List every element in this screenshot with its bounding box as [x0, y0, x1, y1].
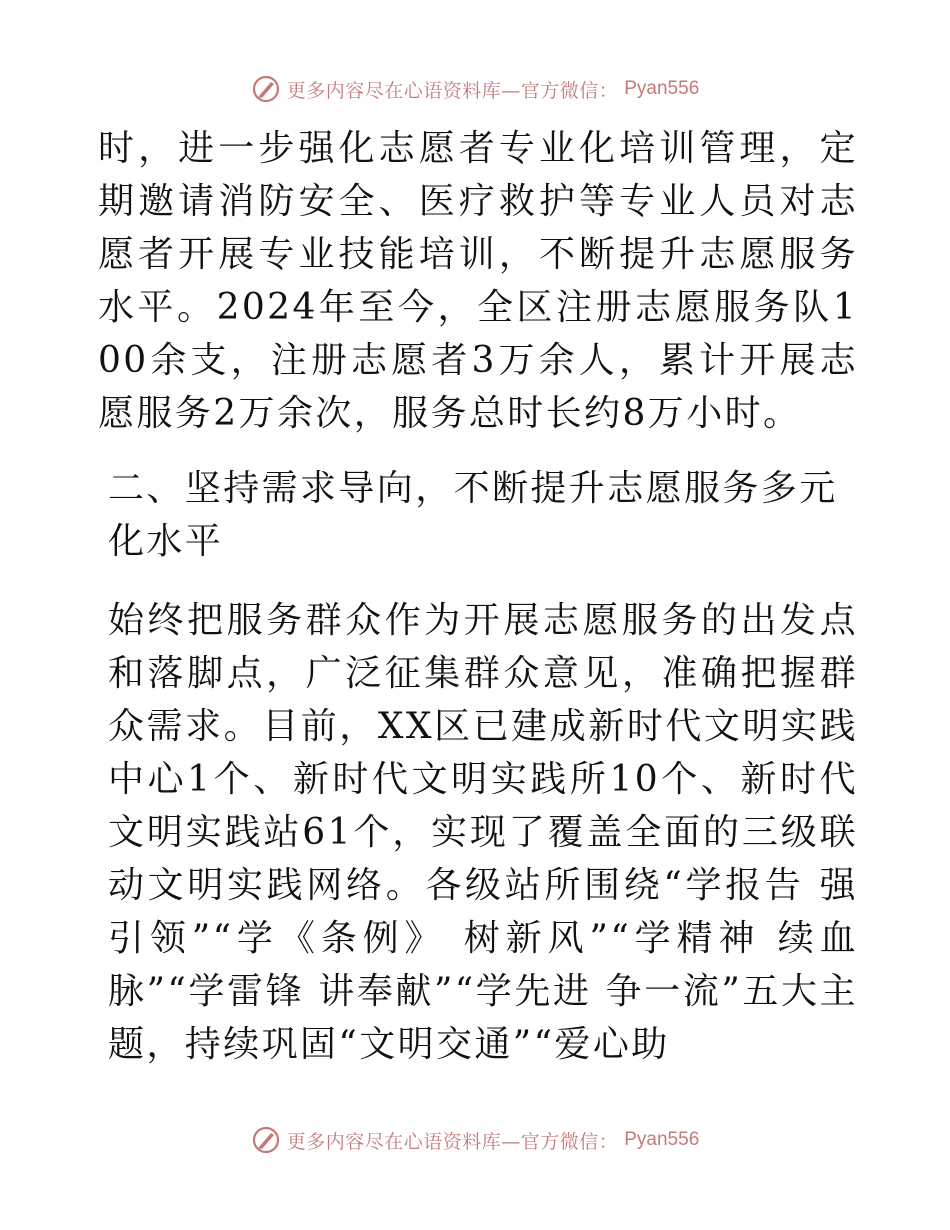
watermark-wechat-id: Pyan556	[624, 1129, 700, 1150]
header-watermark	[0, 72, 950, 106]
watermark-text: 更多内容尽在心语资料库—官方微信：	[286, 79, 619, 102]
document-body	[98, 122, 858, 1071]
footer-watermark	[0, 1123, 950, 1157]
watermark-wechat-id: Pyan556	[624, 78, 700, 99]
paragraph-1: 时，进一步强化志愿者专业化培训管理，定期邀请消防安全、医疗救护等专业人员对志愿者开展专业技能培训，不断提升志愿服务水平。2024年至今，全区注册志愿服务队100余支，注册志愿者3万余人，累计开展志愿服务2万余次，服务总时长约8万小时。	[98, 128, 858, 434]
quill-pen-logo-icon	[251, 74, 281, 104]
section-heading-2: 二、坚持需求导向，不断提升志愿服务多元化水平	[108, 468, 838, 562]
paragraph-2: 始终把服务群众作为开展志愿服务的出发点和落脚点，广泛征集群众意见，准确把握群众需求。目前，XX区已建成新时代文明实践中心1个、新时代文明实践所10个、新时代文明实践站61个，实现了覆盖全面的三级联动文明实践网络。各级站所围绕“学报告 强引领”“学《条例》 树新风”“学精神 续血脉”“学雷锋 讲奉献”“学先进 争一流”五大主题，持续巩固“文明交通”“爱心助	[108, 600, 858, 1065]
quill-pen-logo-icon	[251, 1125, 281, 1155]
watermark-text: 更多内容尽在心语资料库—官方微信：	[286, 1130, 619, 1153]
